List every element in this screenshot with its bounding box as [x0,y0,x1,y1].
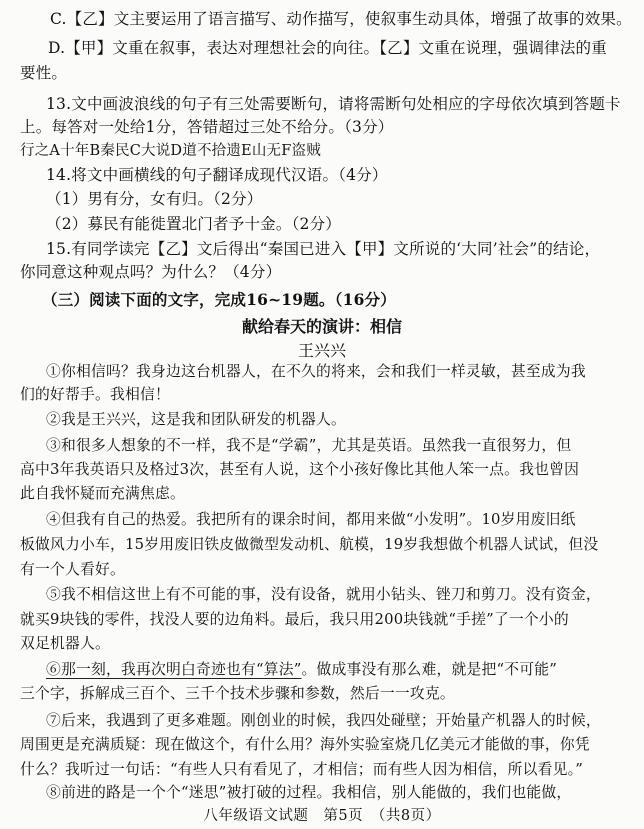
page-footer: 八年级语文试题 第5页 （共8页） [203,808,441,824]
passage-p3-line1: ③和很多人想象的不一样，我不是“学霸”，尤其是英语。虽然我一直很努力，但 [46,437,572,454]
q15-line2: 你同意这种观点吗？为什么？（4分） [20,263,282,281]
passage-p3-line3: 此自我怀疑而充满焦虑。 [20,485,185,502]
passage-p5-line1: ⑤我不相信这世上有不可能的事，没有设备，就用小钻头、锉刀和剪刀。没有资金， [46,586,601,603]
passage-p4-line3: 有一个人看好。 [20,561,125,578]
option-d-line2: 要性。 [20,64,68,82]
option-d-line1: D.【甲】文重在叙事，表达对理想社会的向往。【乙】文重在说理，强调律法的重 [48,39,607,57]
passage-p4-line1: ④但我有自己的热爱。我把所有的课余时间，都用来做“小发明”。10岁用废旧纸 [46,511,576,528]
passage-p7-line3: 什么？我听过一句话：“有些人只有看见了，才相信；而有些人因为相信，所以看见。” [20,761,584,778]
option-c: C.【乙】文主要运用了语言描写、动作描写，使叙事生动具体，增强了故事的效果。 [50,10,632,28]
passage-p7-line1: ⑦后来，我遇到了更多难题。刚创业的时候，我四处碰壁；开始量产机器人的时候， [46,712,601,729]
q14-item1: （1）男有分，女有归。（2分） [46,190,263,208]
passage-p8-line1: ⑧前进的路是一个个“迷思”被打破的过程。我相信，别人能做的，我们也能做， [46,784,572,801]
passage-p6-line2: 三个字，拆解成三百个、三千个技术步骤和参数，然后一一攻克。 [20,685,455,702]
q15-line1: 15.有同学读完【乙】文后得出“秦国已进入【甲】文所说的‘大同’社会”的结论， [46,240,601,258]
passage-p4-line2: 板做风力小车，15岁用废旧铁皮做微型发动机、航模，19岁我想做个机器人试试，但没 [20,536,599,553]
q13-sentence: 行之A十年B秦民C大说D道不拾遗E山无F盗贼 [20,143,321,159]
passage-p6-line1 [46,660,557,680]
passage-p3-line2: 高中3年我英语只及格过3次，甚至有人说，这个小孩好像比其他人笨一点。我也曾因 [20,461,580,478]
passage-p6-underlined: ⑥那一刻，我再次明白奇迹也有“算法” [46,661,302,678]
q14-item2: （2）募民有能徙置北门者予十金。（2分） [46,215,341,233]
section3-heading: （三）阅读下面的文字，完成16~19题。（16分） [42,290,396,309]
passage-title: 献给春天的演讲：相信 [241,317,402,336]
passage-p6-rest: 。做成事没有那么难，就是把“不可能” [301,661,557,678]
q13-line1: 13.文中画波浪线的句子有三处需要断句，请将需断句处相应的字母依次填到答题卡 [46,95,621,113]
passage-author: 王兴兴 [297,341,346,360]
q13-line2: 上。每答对一处给1分，答错超过三处不给分。（3分） [20,118,394,136]
passage-p1-line1: ①你相信吗？我身边这台机器人，在不久的将来，会和我们一样灵敏，甚至成为我 [46,363,586,380]
passage-p2-line1: ②我是王兴兴，这是我和团队研发的机器人。 [46,411,346,428]
passage-p7-line2: 周围更是充满质疑：现在做这个，有什么用？海外实验室烧几亿美元才能做的事，你凭 [20,736,590,753]
passage-p5-line2: 就买9块钱的零件，找没人要的边角料。最后，我只用200块钱就“手搓”了一个小的 [20,611,569,628]
passage-p5-line3: 双足机器人。 [20,635,110,652]
passage-p1-line2: 们的好帮手。我相信！ [20,386,170,403]
q14-prompt: 14.将文中画横线的句子翻译成现代汉语。（4分） [46,166,388,184]
